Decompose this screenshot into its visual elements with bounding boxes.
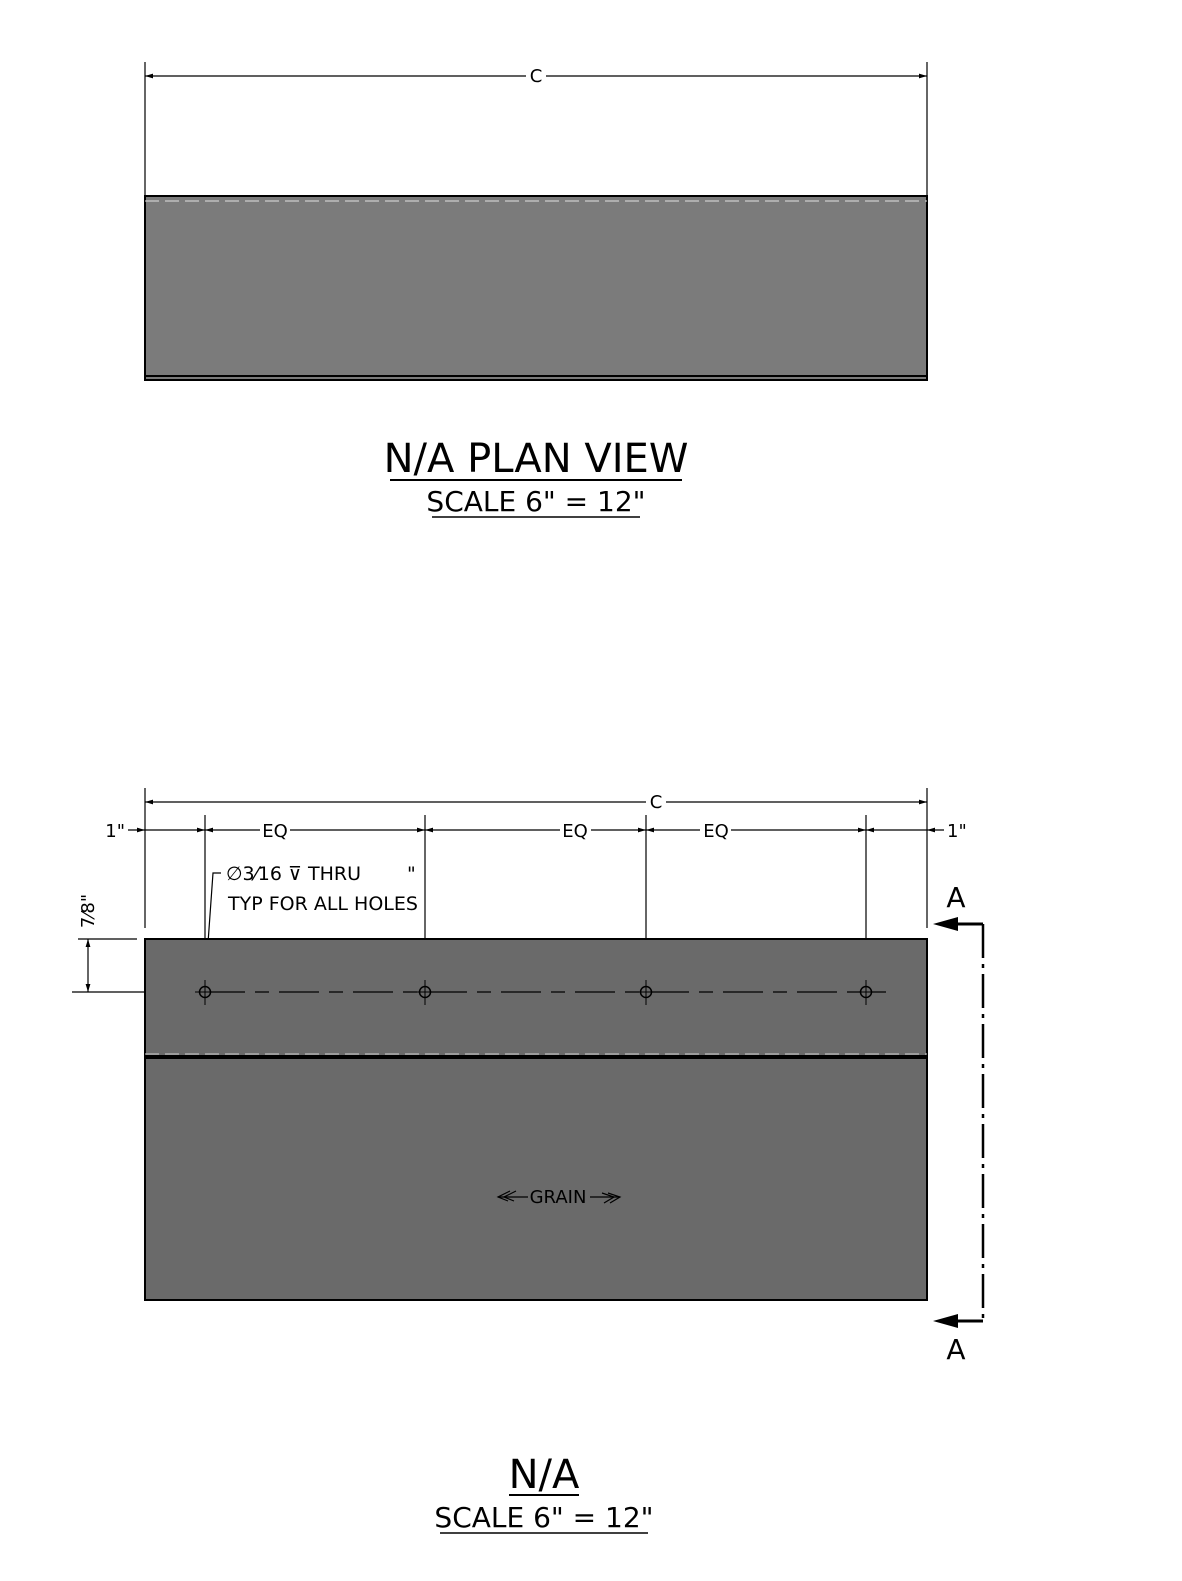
- front-view-scale: SCALE 6" = 12": [434, 1501, 654, 1534]
- section-arrow-bottom-icon: [933, 1314, 958, 1328]
- eq-dimension-3: EQ: [703, 821, 729, 842]
- section-label-top: A: [946, 881, 966, 914]
- plan-panel: [145, 196, 927, 380]
- hole-note-line-2: TYP FOR ALL HOLES: [228, 893, 418, 915]
- plan-view-title: N/A PLAN VIEW: [383, 436, 689, 482]
- section-arrow-top-icon: [933, 917, 958, 931]
- right-edge-dimension: 1": [947, 821, 967, 842]
- plan-view: [145, 62, 927, 518]
- front-view-title: N/A: [508, 1452, 580, 1498]
- eq-dimension-2: EQ: [562, 821, 588, 842]
- section-line: [933, 881, 983, 1366]
- left-edge-dimension: 1": [105, 821, 125, 842]
- vertical-dimension: 7⁄8": [78, 893, 99, 929]
- plan-overall-dimension: C: [529, 66, 543, 87]
- front-panel-upper: [145, 939, 927, 1056]
- front-panel-lower: [145, 1058, 927, 1300]
- eq-dimension-1: EQ: [262, 821, 288, 842]
- hole-note-mark: ": [407, 863, 416, 885]
- plan-view-scale: SCALE 6" = 12": [426, 485, 646, 518]
- grain-label: GRAIN: [529, 1187, 587, 1208]
- front-view: [72, 788, 983, 1534]
- section-label-bottom: A: [946, 1333, 966, 1366]
- front-overall-dimension: C: [649, 792, 663, 813]
- hole-note-line-1: ∅3⁄16 ⊽ THRU: [226, 863, 361, 885]
